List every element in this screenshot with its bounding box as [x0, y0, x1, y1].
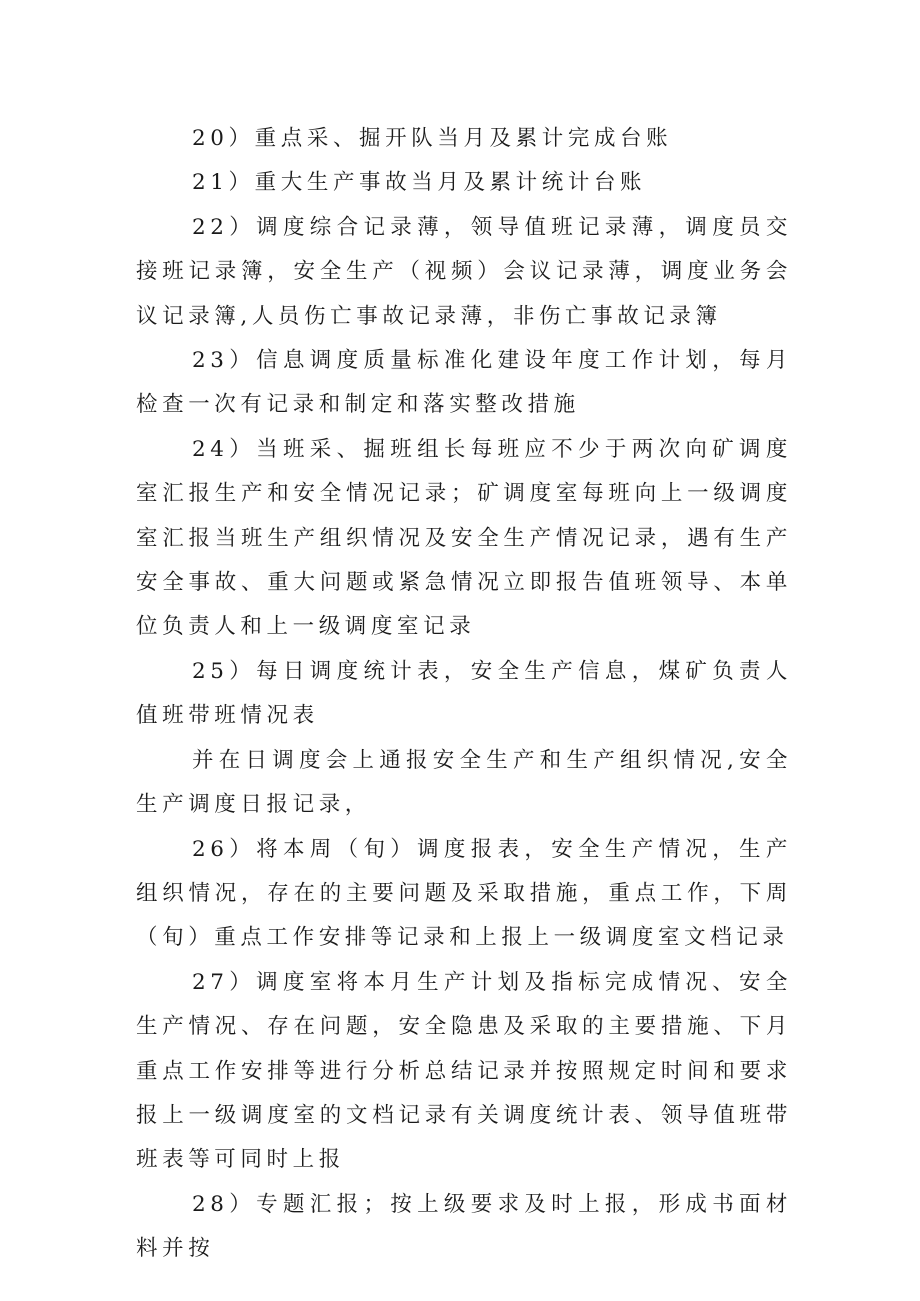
paragraph-daily-report: 并在日调度会上通报安全生产和生产组织情况,安全生产调度日报记录，	[136, 747, 792, 818]
paragraph-item-25: 25）每日调度统计表，安全生产信息，煤矿负责人值班带班情况表	[136, 658, 792, 729]
paragraph-item-22: 22）调度综合记录薄，领导值班记录薄，调度员交接班记录簿，安全生产（视频）会议记录薄，调度业务会议记录簿,人员伤亡事故记录薄，非伤亡事故记录簿	[136, 214, 792, 329]
paragraph-item-24: 24）当班采、掘班组长每班应不少于两次向矿调度室汇报生产和安全情况记录；矿调度室每班向上一级调度室汇报当班生产组织情况及安全生产情况记录，遇有生产安全事故、重大问题或紧急情况立即报告值班领导、本单位负责人和上一级调度室记录	[136, 436, 792, 640]
paragraph-item-23: 23）信息调度质量标准化建设年度工作计划，每月检查一次有记录和制定和落实整改措施	[136, 348, 792, 418]
paragraph-item-27: 27）调度室将本月生产计划及指标完成情况、安全生产情况、存在问题，安全隐患及采取的主要措施、下月重点工作安排等进行分析总结记录并按照规定时间和要求报上一级调度室的文档记录有关调度统计表、领导值班带班表等可同时上报	[136, 969, 792, 1173]
paragraph-item-20: 20）重点采、掘开队当月及累计完成台账	[192, 126, 673, 151]
paragraph-item-21: 21）重大生产事故当月及累计统计台账	[192, 170, 647, 196]
paragraph-item-28: 28）专题汇报；按上级要求及时上报，形成书面材料并按	[136, 1191, 792, 1262]
paragraph-item-26: 26）将本周（旬）调度报表，安全生产情况，生产组织情况，存在的主要问题及采取措施，重点工作，下周（旬）重点工作安排等记录和上报上一级调度室文档记录	[136, 836, 792, 951]
